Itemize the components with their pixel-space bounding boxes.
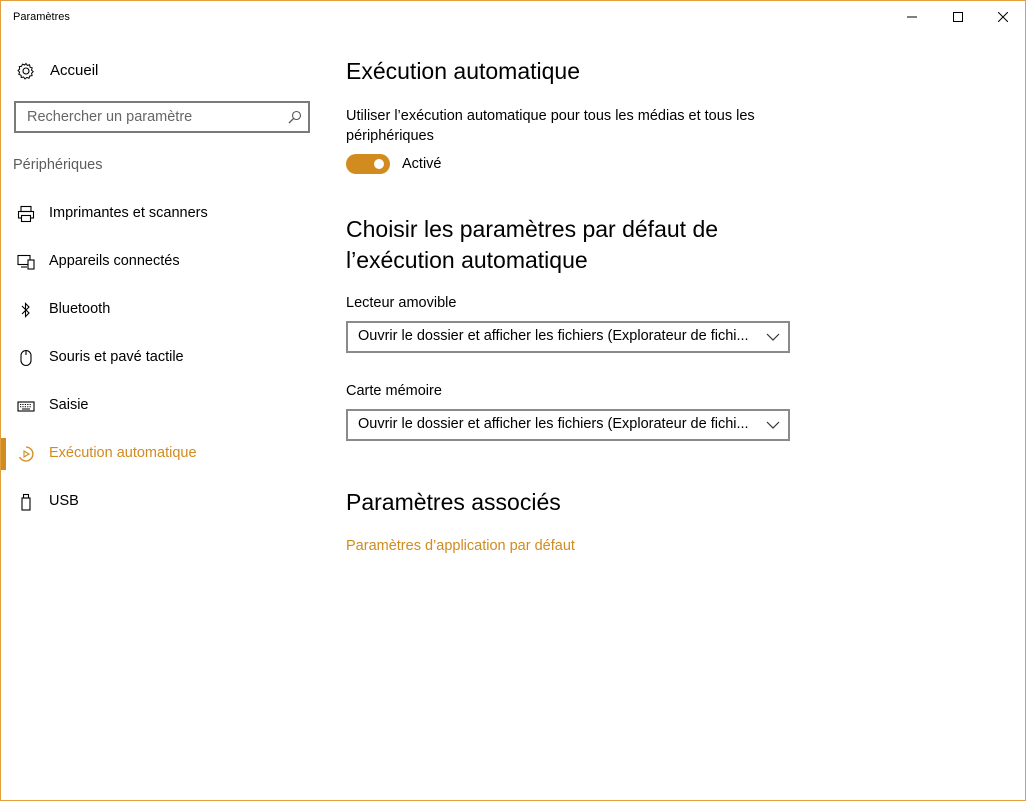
search-icon [288, 110, 302, 124]
active-indicator [1, 438, 6, 470]
toggle-knob [374, 159, 384, 169]
chevron-down-icon [766, 420, 780, 430]
sidebar-item-usb[interactable] [1, 478, 321, 526]
home-label: Accueil [50, 62, 99, 79]
autoplay-description: Utiliser l’exécution automatique pour tous les médias et tous les périphériques [346, 108, 755, 144]
sidebar-item-label: Souris et pavé tactile [49, 349, 184, 365]
memory-card-select[interactable] [346, 409, 790, 441]
sidebar-item-label: USB [49, 493, 79, 509]
keyboard-icon [17, 397, 35, 415]
usb-icon [17, 493, 35, 511]
title-bar [1, 1, 1025, 33]
printer-icon [17, 205, 35, 223]
minimize-icon [907, 12, 917, 22]
sidebar-item-label: Imprimantes et scanners [49, 205, 208, 221]
sidebar-item-printers[interactable] [1, 190, 321, 238]
sidebar [1, 33, 321, 801]
sidebar-item-bluetooth[interactable] [1, 286, 321, 334]
connected-devices-icon [17, 253, 35, 271]
removable-drive-select[interactable] [346, 321, 790, 353]
minimize-button[interactable] [889, 1, 935, 33]
defaults-heading: Choisir les paramètres par défaut de l’exécution automatique [346, 216, 719, 273]
autoplay-toggle[interactable] [346, 154, 390, 174]
sidebar-nav [1, 190, 321, 526]
toggle-state-label: Activé [402, 156, 442, 172]
maximize-icon [953, 12, 963, 22]
mouse-icon [17, 349, 35, 367]
search-placeholder: Rechercher un paramètre [27, 109, 193, 125]
gear-icon [17, 62, 35, 80]
sidebar-item-label: Exécution automatique [49, 445, 197, 461]
sidebar-item-label: Appareils connectés [49, 253, 180, 269]
close-button[interactable] [980, 1, 1026, 33]
memory-card-value: Ouvrir le dossier et afficher les fichiers (Explorateur de fichi... [358, 416, 749, 432]
bluetooth-icon [17, 301, 35, 319]
home-link[interactable] [1, 55, 321, 87]
chevron-down-icon [766, 332, 780, 342]
autoplay-heading: Exécution automatique [346, 58, 580, 84]
search-input[interactable] [14, 101, 310, 133]
sidebar-item-mouse[interactable] [1, 334, 321, 382]
memory-card-label: Carte mémoire [346, 383, 442, 399]
autoplay-icon [17, 445, 35, 463]
sidebar-item-label: Bluetooth [49, 301, 111, 317]
default-apps-link[interactable]: Paramètres d’application par défaut [346, 538, 575, 554]
sidebar-item-connected-devices[interactable] [1, 238, 321, 286]
window-title: Paramètres [13, 11, 70, 23]
removable-drive-label: Lecteur amovible [346, 295, 457, 311]
related-settings-heading: Paramètres associés [346, 489, 561, 515]
maximize-button[interactable] [935, 1, 981, 33]
sidebar-item-autoplay[interactable] [1, 430, 321, 478]
sidebar-item-label: Saisie [49, 397, 89, 413]
section-heading: Périphériques [13, 157, 103, 173]
removable-drive-value: Ouvrir le dossier et afficher les fichiers (Explorateur de fichi... [358, 328, 749, 344]
sidebar-item-typing[interactable] [1, 382, 321, 430]
close-icon [998, 12, 1008, 22]
